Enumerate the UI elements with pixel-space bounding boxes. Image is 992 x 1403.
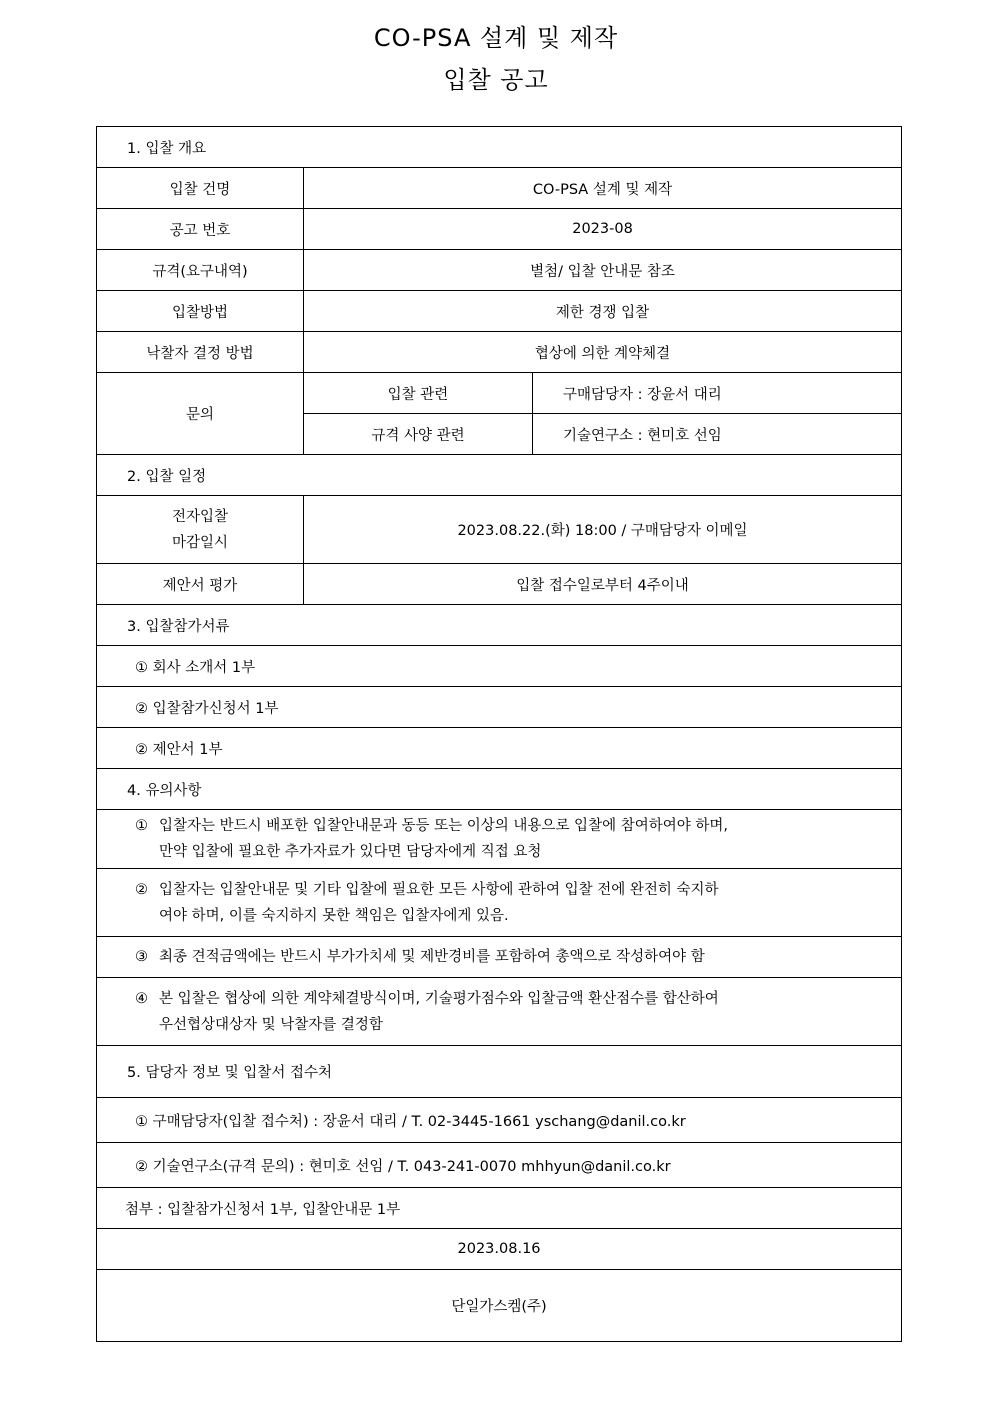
section5-heading: 5. 담당자 정보 및 입찰서 접수처 [97, 1046, 902, 1098]
deadline-label-line1: 전자입찰 [171, 508, 229, 525]
section3-heading: 3. 입찰참가서류 [97, 605, 902, 646]
award-method-value: 협상에 의한 계약체결 [304, 332, 902, 373]
note-1 [97, 810, 902, 869]
note-1-number: ① [135, 818, 148, 834]
notice-number-label: 공고 번호 [97, 209, 304, 250]
contact-purchasing: ① 구매담당자(입찰 접수처) : 장윤서 대리 / T. 02-3445-1661 yschang@danil.co.kr [97, 1098, 902, 1143]
evaluation-label: 제안서 평가 [97, 564, 304, 605]
spec-label: 규격(요구내역) [97, 250, 304, 291]
company-name: 단일가스켐(주) [97, 1270, 902, 1342]
deadline-value: 2023.08.22.(화) 18:00 / 구매담당자 이메일 [304, 496, 902, 564]
section2-heading: 2. 입찰 일정 [97, 455, 902, 496]
inquiry-contact-purchasing: 구매담당자 : 장윤서 대리 [533, 373, 902, 414]
document-item-1: ① 회사 소개서 1부 [97, 646, 902, 687]
note-4 [97, 978, 902, 1046]
deadline-label [97, 496, 304, 564]
note-3-number: ③ [135, 949, 148, 965]
note-2 [97, 869, 902, 937]
document-subtitle: 입찰 공고 [443, 66, 549, 94]
inquiry-topic-spec: 규격 사양 관련 [304, 414, 533, 455]
evaluation-value: 입찰 접수일로부터 4주이내 [304, 564, 902, 605]
note-2-number: ② [135, 881, 148, 898]
note-4-line1: 본 입찰은 협상에 의한 계약체결방식이며, 기술평가점수와 입찰금액 환산점수를 합산하여 [159, 990, 719, 1007]
note-2-line1: 입찰자는 입찰안내문 및 기타 입찰에 필요한 모든 사항에 관하여 입찰 전에 완전히 숙지하 [159, 881, 719, 898]
document-item-3: ② 제안서 1부 [97, 728, 902, 769]
award-method-label: 낙찰자 결정 방법 [97, 332, 304, 373]
bid-method-label: 입찰방법 [97, 291, 304, 332]
note-2-line2: 여야 하며, 이를 숙지하지 못한 책임은 입찰자에게 있음. [159, 907, 509, 924]
note-3-line1: 최종 견적금액에는 반드시 부가가치세 및 제반경비를 포함하여 총액으로 작성하여야 함 [159, 949, 705, 965]
inquiry-contact-rnd: 기술연구소 : 현미호 선임 [533, 414, 902, 455]
attachment-line: 첨부 : 입찰참가신청서 1부, 입찰안내문 1부 [97, 1188, 902, 1229]
note-4-number: ④ [135, 990, 148, 1007]
document-title: CO-PSA 설계 및 제작 [373, 24, 619, 52]
note-1-line1: 입찰자는 반드시 배포한 입찰안내문과 동등 또는 이상의 내용으로 입찰에 참여하여야 하며, [159, 818, 728, 834]
bid-name-value: CO-PSA 설계 및 제작 [304, 168, 902, 209]
note-4-line2: 우선협상대상자 및 낙찰자를 결정함 [159, 1016, 383, 1033]
spec-value: 별첨/ 입찰 안내문 참조 [304, 250, 902, 291]
bid-method-value: 제한 경쟁 입찰 [304, 291, 902, 332]
section1-heading: 1. 입찰 개요 [97, 127, 902, 168]
note-1-line2: 만약 입찰에 필요한 추가자료가 있다면 담당자에게 직접 요청 [159, 844, 542, 860]
inquiry-topic-bid: 입찰 관련 [304, 373, 533, 414]
section4-heading: 4. 유의사항 [97, 769, 902, 810]
bid-name-label: 입찰 건명 [97, 168, 304, 209]
contact-rnd: ② 기술연구소(규격 문의) : 현미호 선임 / T. 043-241-0070 mhhyun@danil.co.kr [97, 1143, 902, 1188]
bid-notice-table [96, 126, 902, 1342]
notice-date: 2023.08.16 [97, 1229, 902, 1270]
deadline-label-line2: 마감일시 [171, 534, 229, 551]
note-3 [97, 937, 902, 978]
document-item-2: ② 입찰참가신청서 1부 [97, 687, 902, 728]
notice-number-value: 2023-08 [304, 209, 902, 250]
inquiry-label: 문의 [97, 373, 304, 455]
